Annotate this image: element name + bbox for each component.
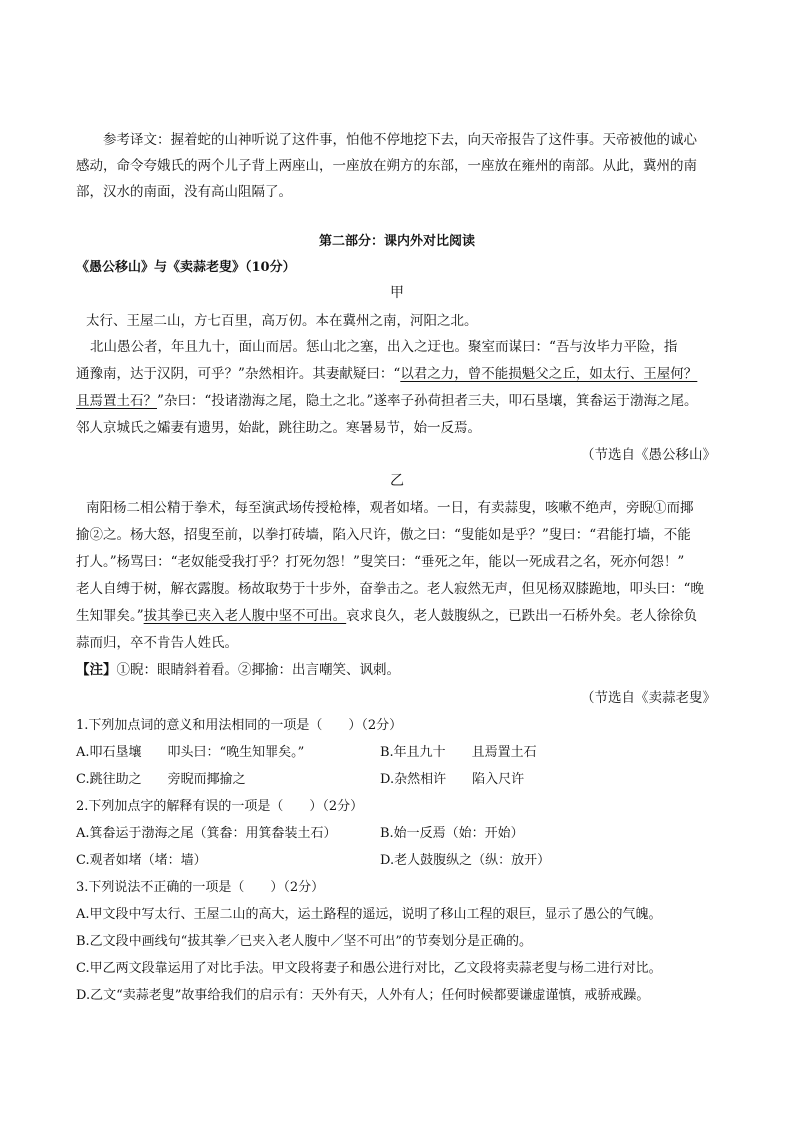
jia-line: 太行、王屋二山，方七百里，高万仞。本在冀州之南，河阳之北。 <box>86 313 478 329</box>
yi-line: 南阳杨二相公精于拳术，每至演武场传授枪棒，观者如堵。一日，有卖蒜叟，咳嗽不绝声，旁睨①而揶 <box>86 500 694 516</box>
passage-subtitle: 《愚公移山》与《卖蒜老叟》（10分） <box>76 260 296 275</box>
yi-line: 蒜而归，卒不肯告人姓氏。 <box>76 635 238 651</box>
question-option: A.甲文段中写太行、王屋二山的高大，运土路程的遥远，说明了移山工程的艰巨，显示了愚公的气魄。 <box>76 907 662 922</box>
question-option: C.甲乙两文段靠运用了对比手法。甲文段将妻子和愚公进行对比，乙文段将卖蒜老叟与杨二进行对比。 <box>76 961 662 976</box>
question-option: A.叩石垦壤 叩头曰：“晚生知罪矣。” <box>76 745 305 760</box>
footnote-label: 【注】 <box>76 662 117 678</box>
yi-text: 哀求良久，老人鼓腹纵之，已跌出一石桥外矣。老人徐徐负 <box>346 608 698 624</box>
question-option: D.老人鼓腹纵之（纵：放开） <box>380 853 551 868</box>
question-option: B.始一反焉（始：开始） <box>380 826 524 841</box>
underlined-sentence: 拔其拳已夹入老人腹中坚不可出。 <box>143 608 347 624</box>
question-option: B.年且九十 且焉置土石 <box>380 745 537 760</box>
jia-line: 邻人京城氏之孀妻有遗男，始龀，跳往助之。寒暑易节，始一反焉。 <box>76 420 481 436</box>
question-stem: 1.下列加点词的意义和用法相同的一项是（ ）（2分） <box>76 718 403 733</box>
yi-text: 生知罪矣。” <box>76 608 144 624</box>
yi-line: 打人。”杨骂曰：“老奴能受我打乎？打死勿怨！”叟笑曰：“垂死之年，能以一死成君之名，死亦何怨！” <box>76 554 685 570</box>
underlined-sentence: 以君之力，曾不能损魁父之丘，如太行、王屋何？ <box>400 366 698 382</box>
question-option: B.乙文段中画线句“拔其拳／已夹入老人腹中／坚不可出”的节奏划分是正确的。 <box>76 934 532 949</box>
footnote-text: ①睨：眼睛斜着看。②揶揄：出言嘲笑、讽刺。 <box>116 662 400 678</box>
source-citation: （节选自《愚公移山》 <box>581 447 716 463</box>
translation-line: 部，汉水的南面，没有高山阻隔了。 <box>76 184 292 200</box>
question-option: D.乙文“卖蒜老叟”故事给我们的启示有：天外有天，人外有人；任何时候都要谦虚谨慎，戒骄戒躁。 <box>76 988 650 1003</box>
translation-paragraph <box>76 127 722 205</box>
translation-line: 参考译文：握着蛇的山神听说了这件事，怕他不停地挖下去，向天帝报告了这件事。天帝被他的诚心 <box>103 132 697 148</box>
source-citation: （节选自《卖蒜老叟》 <box>581 690 716 706</box>
underlined-sentence: 且焉置土石？ <box>76 393 157 409</box>
yi-line <box>76 604 716 624</box>
jia-line <box>76 389 716 409</box>
question-option: A.箕畚运于渤海之尾（箕畚：用箕畚装土石） <box>76 826 337 841</box>
yi-line: 揄②之。杨大怒，招叟至前，以拳打砖墙，陷入尺许，傲之曰：“叟能如是乎？”叟曰：“君能打墙，不能 <box>76 527 691 543</box>
passage-yi-mark: 乙 <box>390 473 404 489</box>
footnote <box>76 658 400 678</box>
question-option: D.杂然相许 陷入尺许 <box>380 772 525 787</box>
jia-line <box>76 362 716 382</box>
question-stem: 2.下列加点字的解释有误的一项是（ ）（2分） <box>76 799 364 814</box>
question-option: C.观者如堵（堵：墙） <box>76 853 207 868</box>
jia-line: 北山愚公者，年且九十，面山而居。惩山北之塞，出入之迂也。聚室而谋曰：“吾与汝毕力平险，指 <box>90 339 678 355</box>
section-title: 第二部分：课内外对比阅读 <box>318 234 475 249</box>
yi-line: 老人自缚于树，解衣露腹。杨故取势于十步外，奋拳击之。老人寂然无声，但见杨双膝跪地，叩头曰：“晚 <box>76 581 704 597</box>
question-stem: 3.下列说法不正确的一项是（ ）（2分） <box>76 880 325 895</box>
jia-text: ”杂曰：“投诸渤海之尾，隐土之北。”遂率子孙荷担者三夫，叩石垦壤，箕畚运于渤海之尾。 <box>157 393 698 409</box>
passage-jia-mark: 甲 <box>390 285 404 301</box>
translation-line: 感动，命令夸娥氏的两个儿子背上两座山，一座放在朔方的东部，一座放在雍州的南部。从此，冀州的南 <box>76 158 697 174</box>
jia-text: 通豫南，达于汉阴，可乎？”杂然相许。其妻献疑曰：“ <box>76 366 401 382</box>
question-option: C.跳往助之 旁睨而揶揄之 <box>76 772 246 787</box>
